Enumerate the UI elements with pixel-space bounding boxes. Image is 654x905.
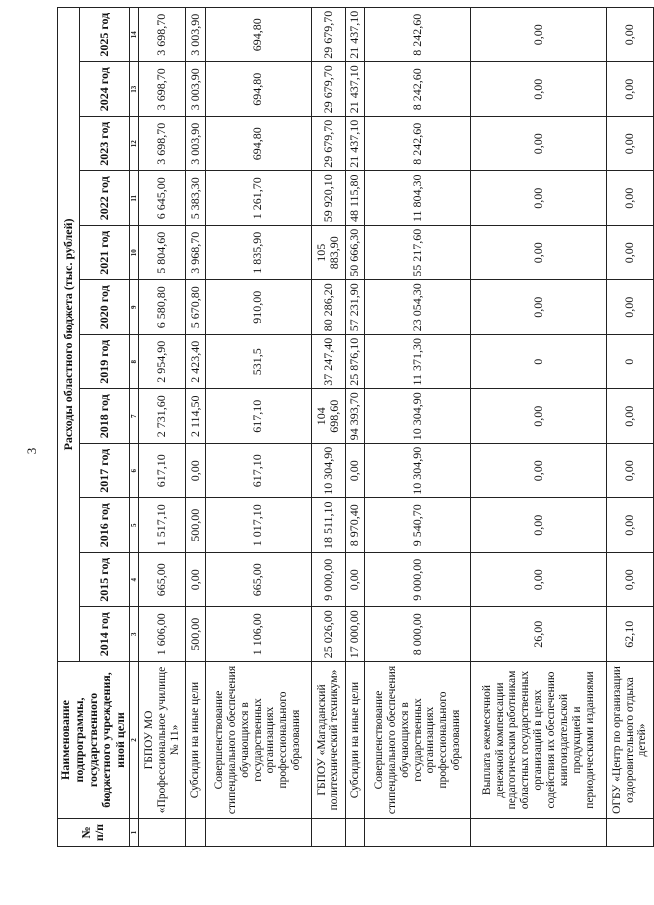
value-cell: 80 286,20	[311, 280, 346, 335]
value-cell: 105 883,90	[311, 226, 346, 281]
value-cell: 29 679,70	[311, 7, 346, 62]
value-cell: 1 606,00	[139, 607, 186, 662]
row-number-cell	[346, 819, 365, 847]
column-number: 12	[129, 117, 138, 172]
year-header: 2023 год	[80, 117, 130, 172]
row-number-cell	[139, 819, 186, 847]
value-cell: 0,00	[346, 444, 365, 499]
value-cell: 57 231,90	[346, 280, 365, 335]
column-number: 7	[129, 389, 138, 444]
value-cell: 10 304,90	[311, 444, 346, 499]
value-cell: 2 731,60	[139, 389, 186, 444]
value-cell: 50 666,30	[346, 226, 365, 281]
row-name-cell: Субсидии на иные цели	[346, 662, 365, 819]
rotated-table-container	[57, 7, 649, 847]
year-header: 2022 год	[80, 171, 130, 226]
year-header: 2024 год	[80, 62, 130, 117]
header-name: Наименование подпрограммы, государственного бюджетного учреждения, иной цели	[58, 662, 130, 819]
row-name-cell: Совершенствование стипендиального обеспечения обучающихся в государственных организациях профессионального образования	[205, 662, 311, 819]
year-header: 2016 год	[80, 498, 130, 553]
value-cell: 665,00	[139, 553, 186, 608]
value-cell: 8 242,60	[365, 62, 471, 117]
value-cell: 8 242,60	[365, 7, 471, 62]
year-header: 2015 год	[80, 553, 130, 608]
value-cell: 694,80	[205, 62, 311, 117]
value-cell: 23 054,30	[365, 280, 471, 335]
header-group: Расходы областного бюджета (тыс. рублей)	[58, 7, 80, 661]
value-cell: 26,00	[471, 607, 606, 662]
value-cell: 0,00	[471, 280, 606, 335]
value-cell: 665,00	[205, 553, 311, 608]
value-cell: 3 003,90	[186, 117, 205, 172]
year-header: 2018 год	[80, 389, 130, 444]
year-header: 2019 год	[80, 335, 130, 390]
value-cell: 6 645,00	[139, 171, 186, 226]
table-row	[365, 7, 471, 846]
year-header: 2017 год	[80, 444, 130, 499]
value-cell: 0,00	[471, 7, 606, 62]
column-number: 3	[129, 607, 138, 662]
value-cell: 0,00	[606, 226, 653, 281]
value-cell: 18 511,10	[311, 498, 346, 553]
value-cell: 617,10	[205, 444, 311, 499]
value-cell: 617,10	[139, 444, 186, 499]
value-cell: 0,00	[471, 62, 606, 117]
table-row	[471, 7, 606, 846]
value-cell: 3 698,70	[139, 117, 186, 172]
row-name-cell: Субсидии на иные цели	[186, 662, 205, 819]
value-cell: 11 371,30	[365, 335, 471, 390]
value-cell: 694,80	[205, 117, 311, 172]
row-name-cell: Совершенствование стипендиального обеспечения обучающихся в государственных организациях профессионального образования	[365, 662, 471, 819]
value-cell: 11 804,30	[365, 171, 471, 226]
value-cell: 500,00	[186, 607, 205, 662]
value-cell: 0,00	[606, 498, 653, 553]
value-cell: 694,80	[205, 7, 311, 62]
value-cell: 0,00	[606, 62, 653, 117]
year-header: 2021 год	[80, 226, 130, 281]
value-cell: 0,00	[606, 444, 653, 499]
column-number: 2	[129, 662, 138, 819]
column-number: 4	[129, 553, 138, 608]
row-name-cell: Выплата ежемесячной денежной компенсации педагогическим работникам областных государственных организаций в целях содействия их обеспечению книгоиздательской продукцией и периодическими изданиями	[471, 662, 606, 819]
value-cell: 48 115,80	[346, 171, 365, 226]
value-cell: 0,00	[606, 280, 653, 335]
value-cell: 29 679,70	[311, 62, 346, 117]
value-cell: 21 437,10	[346, 117, 365, 172]
table-body	[139, 7, 654, 846]
value-cell: 21 437,10	[346, 62, 365, 117]
value-cell: 0,00	[186, 444, 205, 499]
value-cell: 62,10	[606, 607, 653, 662]
value-cell: 531,5	[205, 335, 311, 390]
value-cell: 29 679,70	[311, 117, 346, 172]
header-no: № п/п	[58, 819, 130, 847]
value-cell: 3 003,90	[186, 7, 205, 62]
row-number-cell	[205, 819, 311, 847]
value-cell: 500,00	[186, 498, 205, 553]
page-number: 3	[24, 447, 39, 455]
value-cell: 0,00	[471, 226, 606, 281]
value-cell: 3 698,70	[139, 62, 186, 117]
column-number: 8	[129, 335, 138, 390]
value-cell: 0,00	[471, 444, 606, 499]
value-cell: 1 517,10	[139, 498, 186, 553]
table-row	[606, 7, 653, 846]
value-cell: 2 423,40	[186, 335, 205, 390]
value-cell: 0,00	[471, 553, 606, 608]
year-header: 2014 год	[80, 607, 130, 662]
value-cell: 37 247,40	[311, 335, 346, 390]
table-row	[186, 7, 205, 846]
table-row	[311, 7, 346, 846]
value-cell: 3 698,70	[139, 7, 186, 62]
value-cell: 55 217,60	[365, 226, 471, 281]
table-row	[346, 7, 365, 846]
value-cell: 5 670,80	[186, 280, 205, 335]
value-cell: 0	[471, 335, 606, 390]
value-cell: 3 003,90	[186, 62, 205, 117]
value-cell: 1 106,00	[205, 607, 311, 662]
value-cell: 25 026,00	[311, 607, 346, 662]
column-number: 5	[129, 498, 138, 553]
table-row	[139, 7, 186, 846]
table-row	[205, 7, 311, 846]
row-name-cell: ГБПОУ «Магаданский политехнический техникум»	[311, 662, 346, 819]
value-cell: 9 000,00	[311, 553, 346, 608]
value-cell: 1 261,70	[205, 171, 311, 226]
value-cell: 8 970,40	[346, 498, 365, 553]
value-cell: 0,00	[471, 498, 606, 553]
value-cell: 3 968,70	[186, 226, 205, 281]
value-cell: 910,00	[205, 280, 311, 335]
value-cell: 0,00	[606, 389, 653, 444]
row-number-cell	[365, 819, 471, 847]
value-cell: 5 383,30	[186, 171, 205, 226]
value-cell: 9 000,00	[365, 553, 471, 608]
value-cell: 0,00	[606, 171, 653, 226]
value-cell: 0,00	[346, 553, 365, 608]
value-cell: 17 000,00	[346, 607, 365, 662]
column-number: 6	[129, 444, 138, 499]
value-cell: 21 437,10	[346, 7, 365, 62]
value-cell: 0,00	[606, 553, 653, 608]
value-cell: 94 393,70	[346, 389, 365, 444]
row-name-cell: ОГБУ «Центр по организации оздоровительного отдыха детей»	[606, 662, 653, 819]
value-cell: 8 242,60	[365, 117, 471, 172]
value-cell: 0,00	[471, 171, 606, 226]
column-number: 14	[129, 7, 138, 62]
year-header: 2025 год	[80, 7, 130, 62]
value-cell: 9 540,70	[365, 498, 471, 553]
row-name-cell: ГБПОУ МО «Профессиональное училище № 11»	[139, 662, 186, 819]
value-cell: 5 804,60	[139, 226, 186, 281]
column-number: 10	[129, 226, 138, 281]
row-number-cell	[606, 819, 653, 847]
row-number-cell	[471, 819, 606, 847]
value-cell: 1 835,90	[205, 226, 311, 281]
value-cell: 59 920,10	[311, 171, 346, 226]
value-cell: 0	[606, 335, 653, 390]
value-cell: 1 017,10	[205, 498, 311, 553]
value-cell: 25 876,10	[346, 335, 365, 390]
column-number: 1	[129, 819, 138, 847]
row-number-cell	[311, 819, 346, 847]
value-cell: 2 114,50	[186, 389, 205, 444]
year-header: 2020 год	[80, 280, 130, 335]
expenses-table	[57, 7, 654, 847]
column-number: 13	[129, 62, 138, 117]
column-number: 9	[129, 280, 138, 335]
value-cell: 2 954,90	[139, 335, 186, 390]
value-cell: 104 698,60	[311, 389, 346, 444]
value-cell: 0,00	[606, 117, 653, 172]
value-cell: 10 304,90	[365, 389, 471, 444]
value-cell: 617,10	[205, 389, 311, 444]
row-number-cell	[186, 819, 205, 847]
value-cell: 8 000,00	[365, 607, 471, 662]
value-cell: 6 580,80	[139, 280, 186, 335]
value-cell: 0,00	[471, 389, 606, 444]
value-cell: 0,00	[186, 553, 205, 608]
column-number: 11	[129, 171, 138, 226]
value-cell: 10 304,90	[365, 444, 471, 499]
value-cell: 0,00	[471, 117, 606, 172]
value-cell: 0,00	[606, 7, 653, 62]
